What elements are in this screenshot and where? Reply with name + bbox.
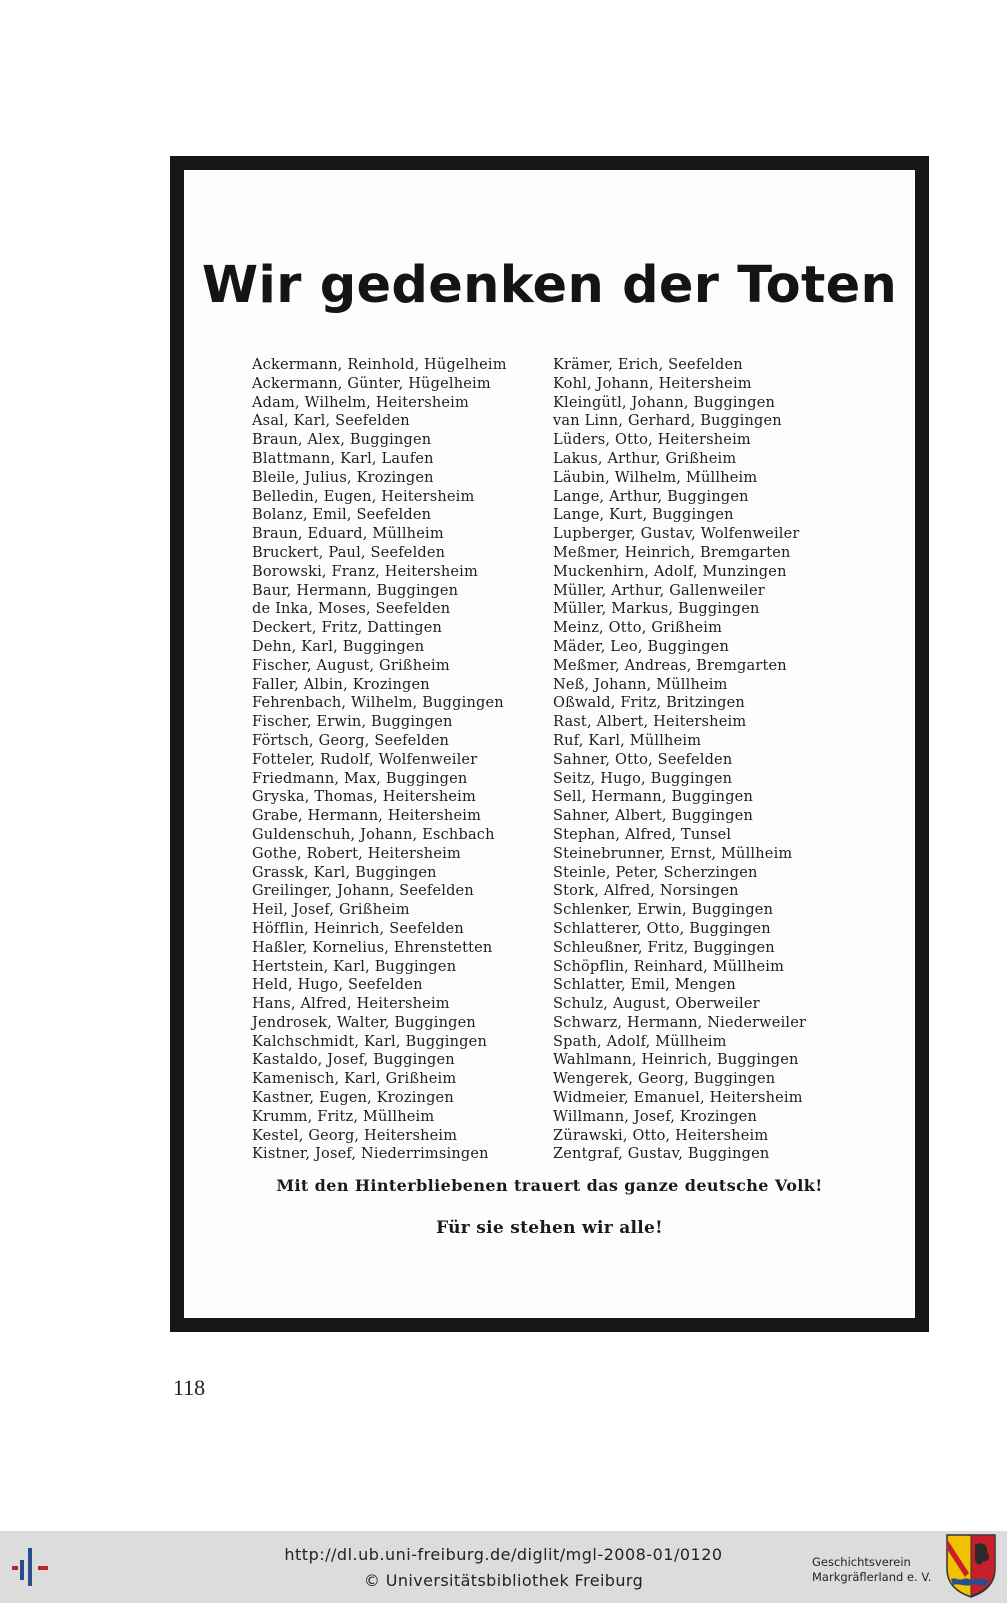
name-entry: Grassk, Karl, Buggingen	[252, 864, 437, 881]
name-entry: Lange, Arthur, Buggingen	[553, 488, 749, 505]
name-entry: Blattmann, Karl, Laufen	[252, 450, 434, 467]
name-entry: Lange, Kurt, Buggingen	[553, 507, 734, 524]
coat-of-arms-icon	[945, 1533, 997, 1599]
name-entry: Meßmer, Andreas, Bremgarten	[553, 657, 787, 674]
name-entry: Ruf, Karl, Müllheim	[553, 732, 702, 749]
name-entry: Fotteler, Rudolf, Wolfenweiler	[252, 751, 478, 768]
name-entry: Guldenschuh, Johann, Eschbach	[252, 826, 495, 843]
name-entry: Adam, Wilhelm, Heitersheim	[252, 394, 469, 411]
society-name	[812, 1555, 947, 1585]
name-entry: Fischer, Erwin, Buggingen	[252, 714, 453, 731]
name-entry: Schöpflin, Reinhard, Müllheim	[553, 958, 785, 975]
names-list-left	[252, 356, 507, 1164]
memorial-notice-frame	[170, 156, 929, 1332]
closing-line: Für sie stehen wir alle!	[436, 1218, 663, 1238]
name-entry: Kohl, Johann, Heitersheim	[553, 375, 752, 392]
name-entry: Steinebrunner, Ernst, Müllheim	[553, 845, 793, 862]
name-entry: Zentgraf, Gustav, Buggingen	[553, 1146, 770, 1163]
page-title: Wir gedenken der Toten	[201, 256, 898, 315]
name-entry: Lupberger, Gustav, Wolfenweiler	[553, 526, 800, 543]
society-name-line-2: Markgräflerland e. V.	[812, 1570, 932, 1584]
name-entry: Ackermann, Reinhold, Hügelheim	[252, 357, 507, 373]
name-entry: Gothe, Robert, Heitersheim	[252, 845, 461, 862]
name-entry: Schwarz, Hermann, Niederweiler	[553, 1014, 807, 1031]
name-entry: Förtsch, Georg, Seefelden	[252, 732, 450, 749]
name-entry: Dehn, Karl, Buggingen	[252, 638, 425, 655]
name-entry: Steinle, Peter, Scherzingen	[553, 864, 758, 881]
name-entry: Asal, Karl, Seefelden	[252, 413, 410, 430]
name-entry: Schleußner, Fritz, Buggingen	[553, 939, 775, 956]
name-entry: Meßmer, Heinrich, Bremgarten	[553, 544, 791, 561]
name-entry: Bruckert, Paul, Seefelden	[252, 544, 446, 561]
footer-url-link[interactable]: http://dl.ub.uni-freiburg.de/diglit/mgl-2008-01/0120	[284, 1545, 723, 1564]
name-entry: Spath, Adolf, Müllheim	[553, 1033, 727, 1050]
society-name-line-1: Geschichtsverein	[812, 1555, 911, 1569]
name-entry: Oßwald, Fritz, Britzingen	[553, 695, 745, 712]
name-entry: Schlatter, Emil, Mengen	[553, 977, 736, 994]
names-list-right	[553, 356, 806, 1164]
name-entry: Kastner, Eugen, Krozingen	[252, 1090, 454, 1107]
name-entry: Lakus, Arthur, Grißheim	[553, 450, 737, 467]
name-entry: Fehrenbach, Wilhelm, Buggingen	[252, 695, 504, 712]
name-entry: Faller, Albin, Krozingen	[252, 676, 430, 693]
name-entry: Haßler, Kornelius, Ehrenstetten	[252, 939, 493, 956]
name-entry: Baur, Hermann, Buggingen	[252, 582, 459, 599]
name-entry: Kleingütl, Johann, Buggingen	[553, 394, 776, 411]
name-entry: Deckert, Fritz, Dattingen	[252, 620, 443, 637]
name-entry: Wahlmann, Heinrich, Buggingen	[553, 1052, 799, 1069]
name-entry: Neß, Johann, Müllheim	[553, 676, 728, 693]
name-entry: Widmeier, Emanuel, Heitersheim	[553, 1090, 803, 1107]
name-entry: Mäder, Leo, Buggingen	[553, 638, 730, 655]
name-entry: Schlenker, Erwin, Buggingen	[553, 902, 774, 919]
name-entry: Gryska, Thomas, Heitersheim	[252, 789, 476, 806]
name-entry: Jendrosek, Walter, Buggingen	[252, 1014, 476, 1031]
name-entry: Sahner, Otto, Seefelden	[553, 751, 733, 768]
name-entry: Grabe, Hermann, Heitersheim	[252, 808, 482, 825]
name-entry: Ackermann, Günter, Hügelheim	[252, 375, 491, 392]
name-entry: Fischer, August, Grißheim	[252, 657, 450, 674]
name-entry: de Inka, Moses, Seefelden	[252, 601, 451, 618]
name-entry: Müller, Markus, Buggingen	[553, 601, 760, 618]
name-entry: Bolanz, Emil, Seefelden	[252, 507, 432, 524]
name-entry: Rast, Albert, Heitersheim	[553, 714, 747, 731]
name-entry: van Linn, Gerhard, Buggingen	[553, 413, 782, 430]
name-entry: Krämer, Erich, Seefelden	[553, 357, 743, 373]
name-entry: Höfflin, Heinrich, Seefelden	[252, 920, 464, 937]
name-entry: Muckenhirn, Adolf, Munzingen	[553, 563, 787, 580]
name-entry: Belledin, Eugen, Heitersheim	[252, 488, 475, 505]
name-entry: Sell, Hermann, Buggingen	[553, 789, 753, 806]
name-entry: Heil, Josef, Grißheim	[252, 902, 410, 919]
name-entry: Schulz, August, Oberweiler	[553, 996, 760, 1013]
footer-copyright: © Universitätsbibliothek Freiburg	[363, 1571, 644, 1590]
name-entry: Stephan, Alfred, Tunsel	[553, 826, 732, 843]
name-entry: Willmann, Josef, Krozingen	[553, 1108, 757, 1125]
name-entry: Hertstein, Karl, Buggingen	[252, 958, 457, 975]
name-entry: Friedmann, Max, Buggingen	[252, 770, 468, 787]
name-entry: Kistner, Josef, Niederrimsingen	[252, 1146, 489, 1163]
name-entry: Läubin, Wilhelm, Müllheim	[553, 469, 758, 486]
name-entry: Schlatterer, Otto, Buggingen	[553, 920, 771, 937]
name-entry: Stork, Alfred, Norsingen	[553, 883, 739, 900]
name-entry: Zürawski, Otto, Heitersheim	[553, 1127, 769, 1144]
page-number: 118	[173, 1375, 206, 1400]
name-entry: Krumm, Fritz, Müllheim	[252, 1108, 435, 1125]
name-entry: Bleile, Julius, Krozingen	[252, 469, 434, 486]
name-entry: Hans, Alfred, Heitersheim	[252, 996, 450, 1013]
name-entry: Kamenisch, Karl, Grißheim	[252, 1071, 457, 1088]
name-entry: Lüders, Otto, Heitersheim	[553, 432, 751, 449]
name-entry: Wengerek, Georg, Buggingen	[553, 1071, 776, 1088]
name-entry: Kastaldo, Josef, Buggingen	[252, 1052, 455, 1069]
mourning-line: Mit den Hinterbliebenen trauert das ganze deutsche Volk!	[276, 1176, 823, 1195]
name-entry: Held, Hugo, Seefelden	[252, 977, 423, 994]
name-entry: Braun, Alex, Buggingen	[252, 432, 432, 449]
name-entry: Greilinger, Johann, Seefelden	[252, 883, 474, 900]
name-entry: Seitz, Hugo, Buggingen	[553, 770, 733, 787]
footer-bar	[0, 1531, 1007, 1603]
name-entry: Müller, Arthur, Gallenweiler	[553, 582, 765, 599]
name-entry: Meinz, Otto, Grißheim	[553, 620, 723, 637]
name-entry: Braun, Eduard, Müllheim	[252, 526, 444, 543]
name-entry: Borowski, Franz, Heitersheim	[252, 563, 478, 580]
name-entry: Sahner, Albert, Buggingen	[553, 808, 754, 825]
name-entry: Kestel, Georg, Heitersheim	[252, 1127, 458, 1144]
name-entry: Kalchschmidt, Karl, Buggingen	[252, 1033, 487, 1050]
